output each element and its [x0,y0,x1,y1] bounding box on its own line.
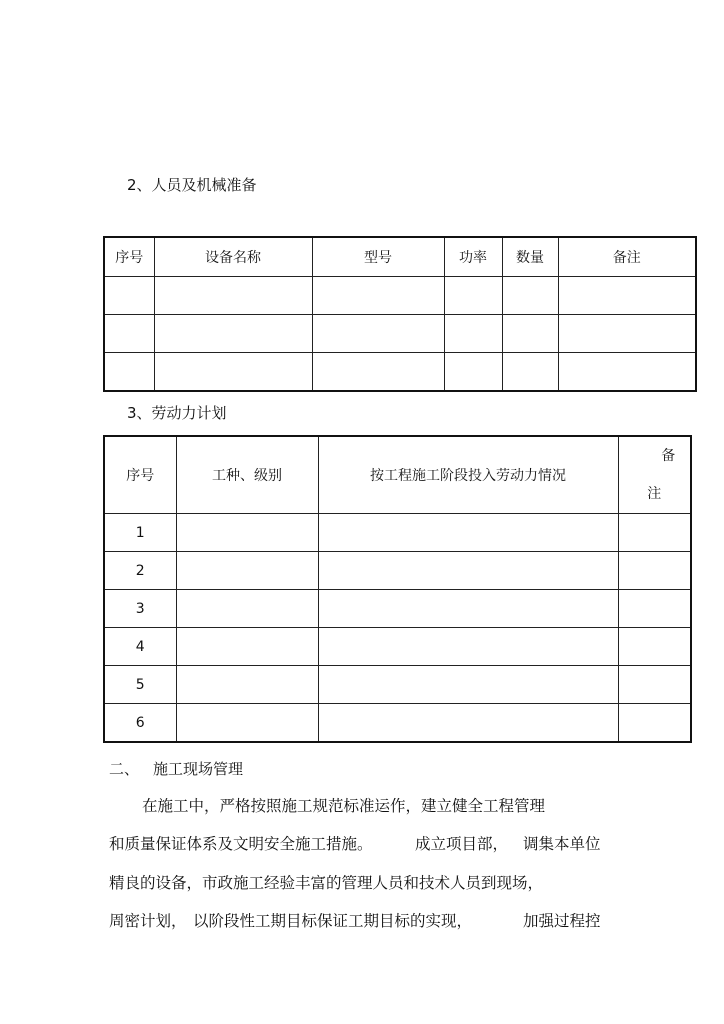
paragraph-line-4b: 以阶段性工期目标保证工期目标的实现， [193,912,473,930]
table-cell [176,590,318,628]
table-cell [318,628,618,666]
part-2-title: 施工现场管理 [153,760,244,778]
row-number: 1 [104,514,176,552]
table-cell [104,353,154,392]
header-seq: 序号 [104,237,154,277]
table-cell [444,315,502,353]
table-cell [104,315,154,353]
table-cell [312,277,444,315]
table-cell [176,704,318,743]
table-row [104,628,691,666]
labor-plan-table [103,435,692,743]
row-number: 3 [104,590,176,628]
paragraph-line-2c: 调集本单位 [523,835,601,853]
paragraph-line-2a: 和质量保证体系及文明安全施工措施。 [109,835,373,853]
table-cell [154,353,312,392]
table-cell [502,353,558,392]
table-cell [558,353,696,392]
table-cell [176,514,318,552]
table-cell [154,277,312,315]
table-row [104,514,691,552]
table-cell [618,704,691,743]
table-cell [502,315,558,353]
table-cell [312,315,444,353]
table-cell [558,315,696,353]
table-cell [154,315,312,353]
table-cell [176,666,318,704]
table-cell [318,552,618,590]
remark-char-1: 备 [661,448,676,464]
table-cell [618,514,691,552]
table-cell [176,552,318,590]
table-cell [318,514,618,552]
table-row [104,666,691,704]
table-cell [558,277,696,315]
table-cell [618,628,691,666]
header-power: 功率 [444,237,502,277]
table-cell [318,666,618,704]
table-cell [318,704,618,743]
row-number: 2 [104,552,176,590]
table-cell [318,590,618,628]
row-number: 5 [104,666,176,704]
header-seq: 序号 [104,436,176,514]
row-number: 4 [104,628,176,666]
paragraph-line-1: 在施工中，严格按照施工规范标准运作，建立健全工程管理 [142,797,546,815]
section-2-heading: 2、人员及机械准备 [127,176,257,194]
table-row [104,704,691,743]
table-cell [618,590,691,628]
remark-stack [647,437,676,513]
part-2-number: 二、 [109,760,140,778]
header-model: 型号 [312,237,444,277]
paragraph-line-4c: 加强过程控 [523,912,601,930]
table-row [104,315,696,353]
table-cell [444,353,502,392]
table-cell [176,628,318,666]
paragraph-line-3: 精良的设备，市政施工经验丰富的管理人员和技术人员到现场， [109,874,544,892]
equipment-table [103,236,697,392]
table-row [104,552,691,590]
header-quantity: 数量 [502,237,558,277]
header-labor-by-phase: 按工程施工阶段投入劳动力情况 [318,436,618,514]
table-cell [618,552,691,590]
header-remark: 备注 [558,237,696,277]
section-3-heading: 3、劳动力计划 [127,404,227,422]
table-cell [618,666,691,704]
paragraph-line-2b: 成立项目部， [415,835,509,853]
row-number: 6 [104,704,176,743]
remark-char-2: 注 [647,486,662,502]
paragraph-line-4a: 周密计划， [109,912,187,930]
equipment-table-header [104,237,696,277]
table-cell [502,277,558,315]
table-cell [312,353,444,392]
table-row [104,277,696,315]
header-remark [618,436,691,514]
labor-table-header [104,436,691,514]
table-row [104,353,696,392]
table-cell [444,277,502,315]
header-equipment-name: 设备名称 [154,237,312,277]
table-row [104,590,691,628]
table-cell [104,277,154,315]
header-trade-grade: 工种、级别 [176,436,318,514]
